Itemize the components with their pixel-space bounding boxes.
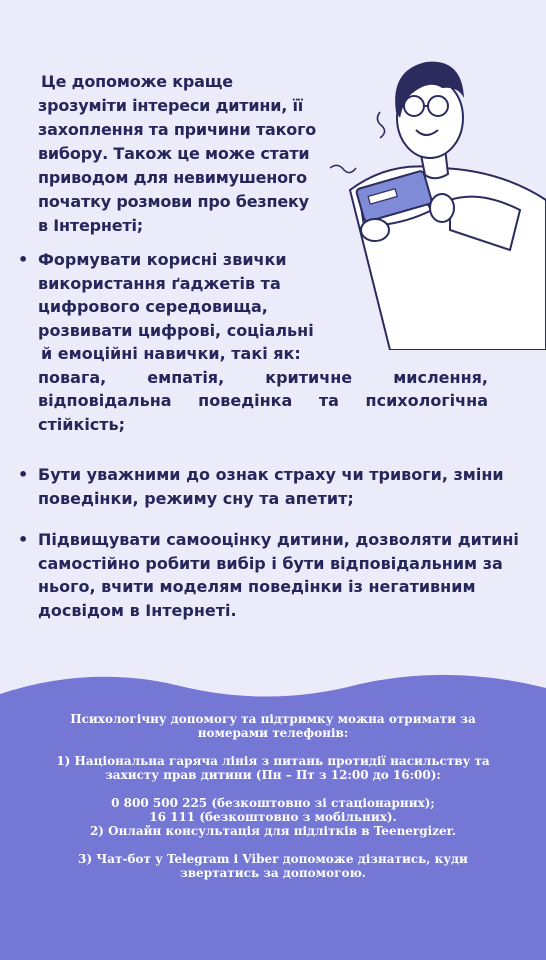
footer-item-hotline: 1) Національна гаряча лінія з питань протидії насильству та захисту прав дитини (Пн – Пт з 12:00 до 16:00): [56,754,490,782]
intro-line: зрозуміти інтереси дитини, її [38,96,304,115]
footer-phone-mobile: 16 111 (безкоштовно з мобільних). [149,810,397,824]
bullet-self-esteem: • Підвищувати самооцінку дитини, дозволяти дитині самостійно робити вибір і бути відповідальним за нього, вчити моделям поведінки із негативним досвідом в Інтернеті. [38,528,538,622]
intro-line: в Інтернеті; [38,216,143,235]
intro-line: початку розмови про безпеку [38,192,309,211]
footer-item-teenergizer: 2) Онлайн консультація для підлітків в Teenergizer. [89,824,457,838]
intro-line: приводом для невимушеного [38,168,307,187]
footer-phone-landline: 0 800 500 225 (безкоштовно зі стаціонарних); [111,796,435,810]
intro-paragraph [38,70,338,238]
bullet-line: • Формувати корисні звички [38,250,287,269]
bullet-line: використання ґаджетів та [38,273,281,293]
bullet-line: відповідальна поведінка та психологічна [38,391,488,410]
bullet-line: й емоційні навички, такі як: [41,344,301,363]
footer-item-chatbot: 3) Чат-бот у Telegram і Viber допоможе дізнатись, куди звертатись за допомогою. [78,852,468,880]
intro-line: вибору. Також це може стати [38,144,310,163]
intro-line: захоплення та причини такого [38,120,317,139]
footer-intro: Психологічну допомогу та підтримку можна отримати за номерами телефонів: [70,712,476,740]
footer-helpline-info [55,712,491,894]
bullet-line: цифрового середовища, [38,297,268,316]
bullet-fear-signs: • Бути уважними до ознак страху чи тривоги, зміни поведінки, режиму сну та апетит; [38,463,518,510]
bullet-line: розвивати цифрові, соціальні [38,320,314,340]
bullet-line: стійкість; [38,414,126,434]
intro-line: Це допоможе краще [41,72,233,91]
bullet-line: повага, емпатія, критичне мислення, [38,367,488,387]
bullet-digital-habits [38,248,488,436]
